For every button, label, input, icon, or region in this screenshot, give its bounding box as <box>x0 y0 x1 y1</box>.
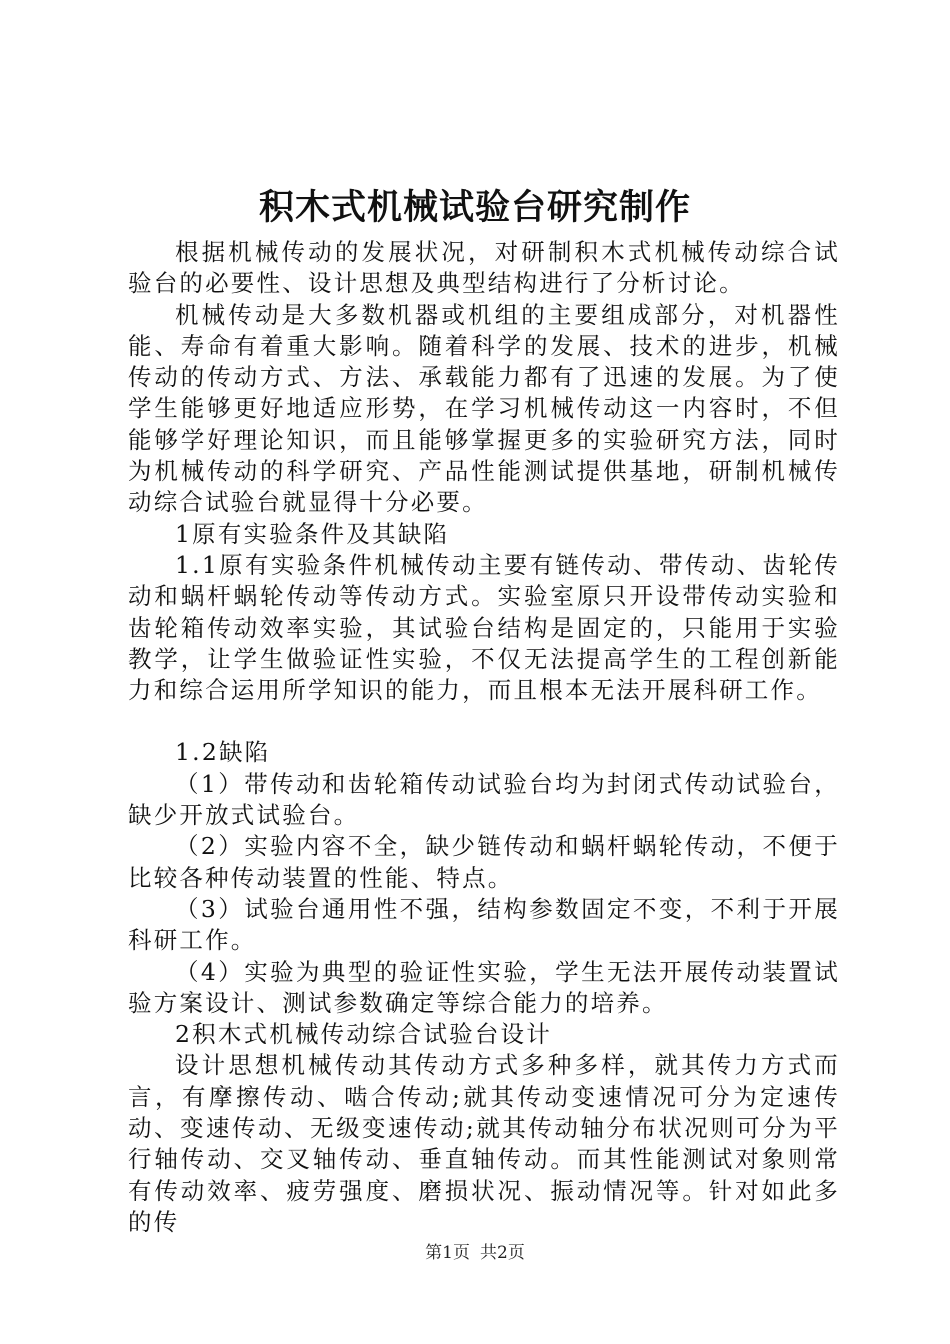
section-heading-2: 2积木式机械传动综合试验台设计 <box>175 1020 552 1049</box>
defect-item-1: （1）带传动和齿轮箱传动试验台均为封闭式传动试验台，缺少开放式试验台。 <box>128 769 840 830</box>
page-footer <box>0 1242 950 1264</box>
defect-item-3: （3）试验台通用性不强，结构参数固定不变，不利于开展科研工作。 <box>128 894 840 955</box>
document-body <box>128 237 840 1238</box>
abstract-paragraph: 根据机械传动的发展状况，对研制积木式机械传动综合试验台的必要性、设计思想及典型结构进行了分析讨论。 <box>128 238 840 298</box>
intro-paragraph: 机械传动是大多数机器或机组的主要组成部分，对机器性能、寿命有着重大影响。随着科学的发展、技术的进步，机械传动的传动方式、方法、承载能力都有了迅速的发展。为了使学生能够更好地适应形势，在学习机械传动这一内容时，不但能够学好理论知识，而且能够掌握更多的实验研究方法，同时为机械传动的科学研究、产品性能测试提供基地，研制机械传动综合试验台就显得十分必要。 <box>128 300 840 517</box>
section-heading-1-2: 1.2缺陷 <box>175 738 271 767</box>
defect-item-2: （2）实验内容不全，缺少链传动和蜗杆蜗轮传动，不便于比较各种传动装置的性能、特点。 <box>128 832 840 892</box>
document-title: 积木式机械试验台研究制作 <box>258 187 691 228</box>
page-total: 共2页 <box>480 1243 525 1263</box>
section-1-1-paragraph: 1.1原有实验条件机械传动主要有链传动、带传动、齿轮传动和蜗杆蜗轮传动等传动方式。实验室原只开设带传动实验和齿轮箱传动效率实验，其试验台结构是固定的，只能用于实验教学，让学生做验证性实验，不仅无法提高学生的工程创新能力和综合运用所学知识的能力，而且根本无法开展科研工作。 <box>128 550 840 705</box>
section-heading-1: 1原有实验条件及其缺陷 <box>175 519 450 548</box>
defect-item-4: （4）实验为典型的验证性实验，学生无法开展传动装置试验方案设计、测试参数确定等综合能力的培养。 <box>128 957 840 1017</box>
design-paragraph: 设计思想机械传动其传动方式多种多样，就其传力方式而言，有摩擦传动、啮合传动;就其传动变速情况可分为定速传动、变速传动、无级变速传动;就其传动轴分布状况则可分为平行轴传动、交叉轴传动、垂直轴传动。而其性能测试对象则常有传动效率、疲劳强度、磨损状况、振动情况等。针对如此多的传 <box>128 1051 840 1236</box>
page-number: 第1页 <box>425 1243 470 1263</box>
